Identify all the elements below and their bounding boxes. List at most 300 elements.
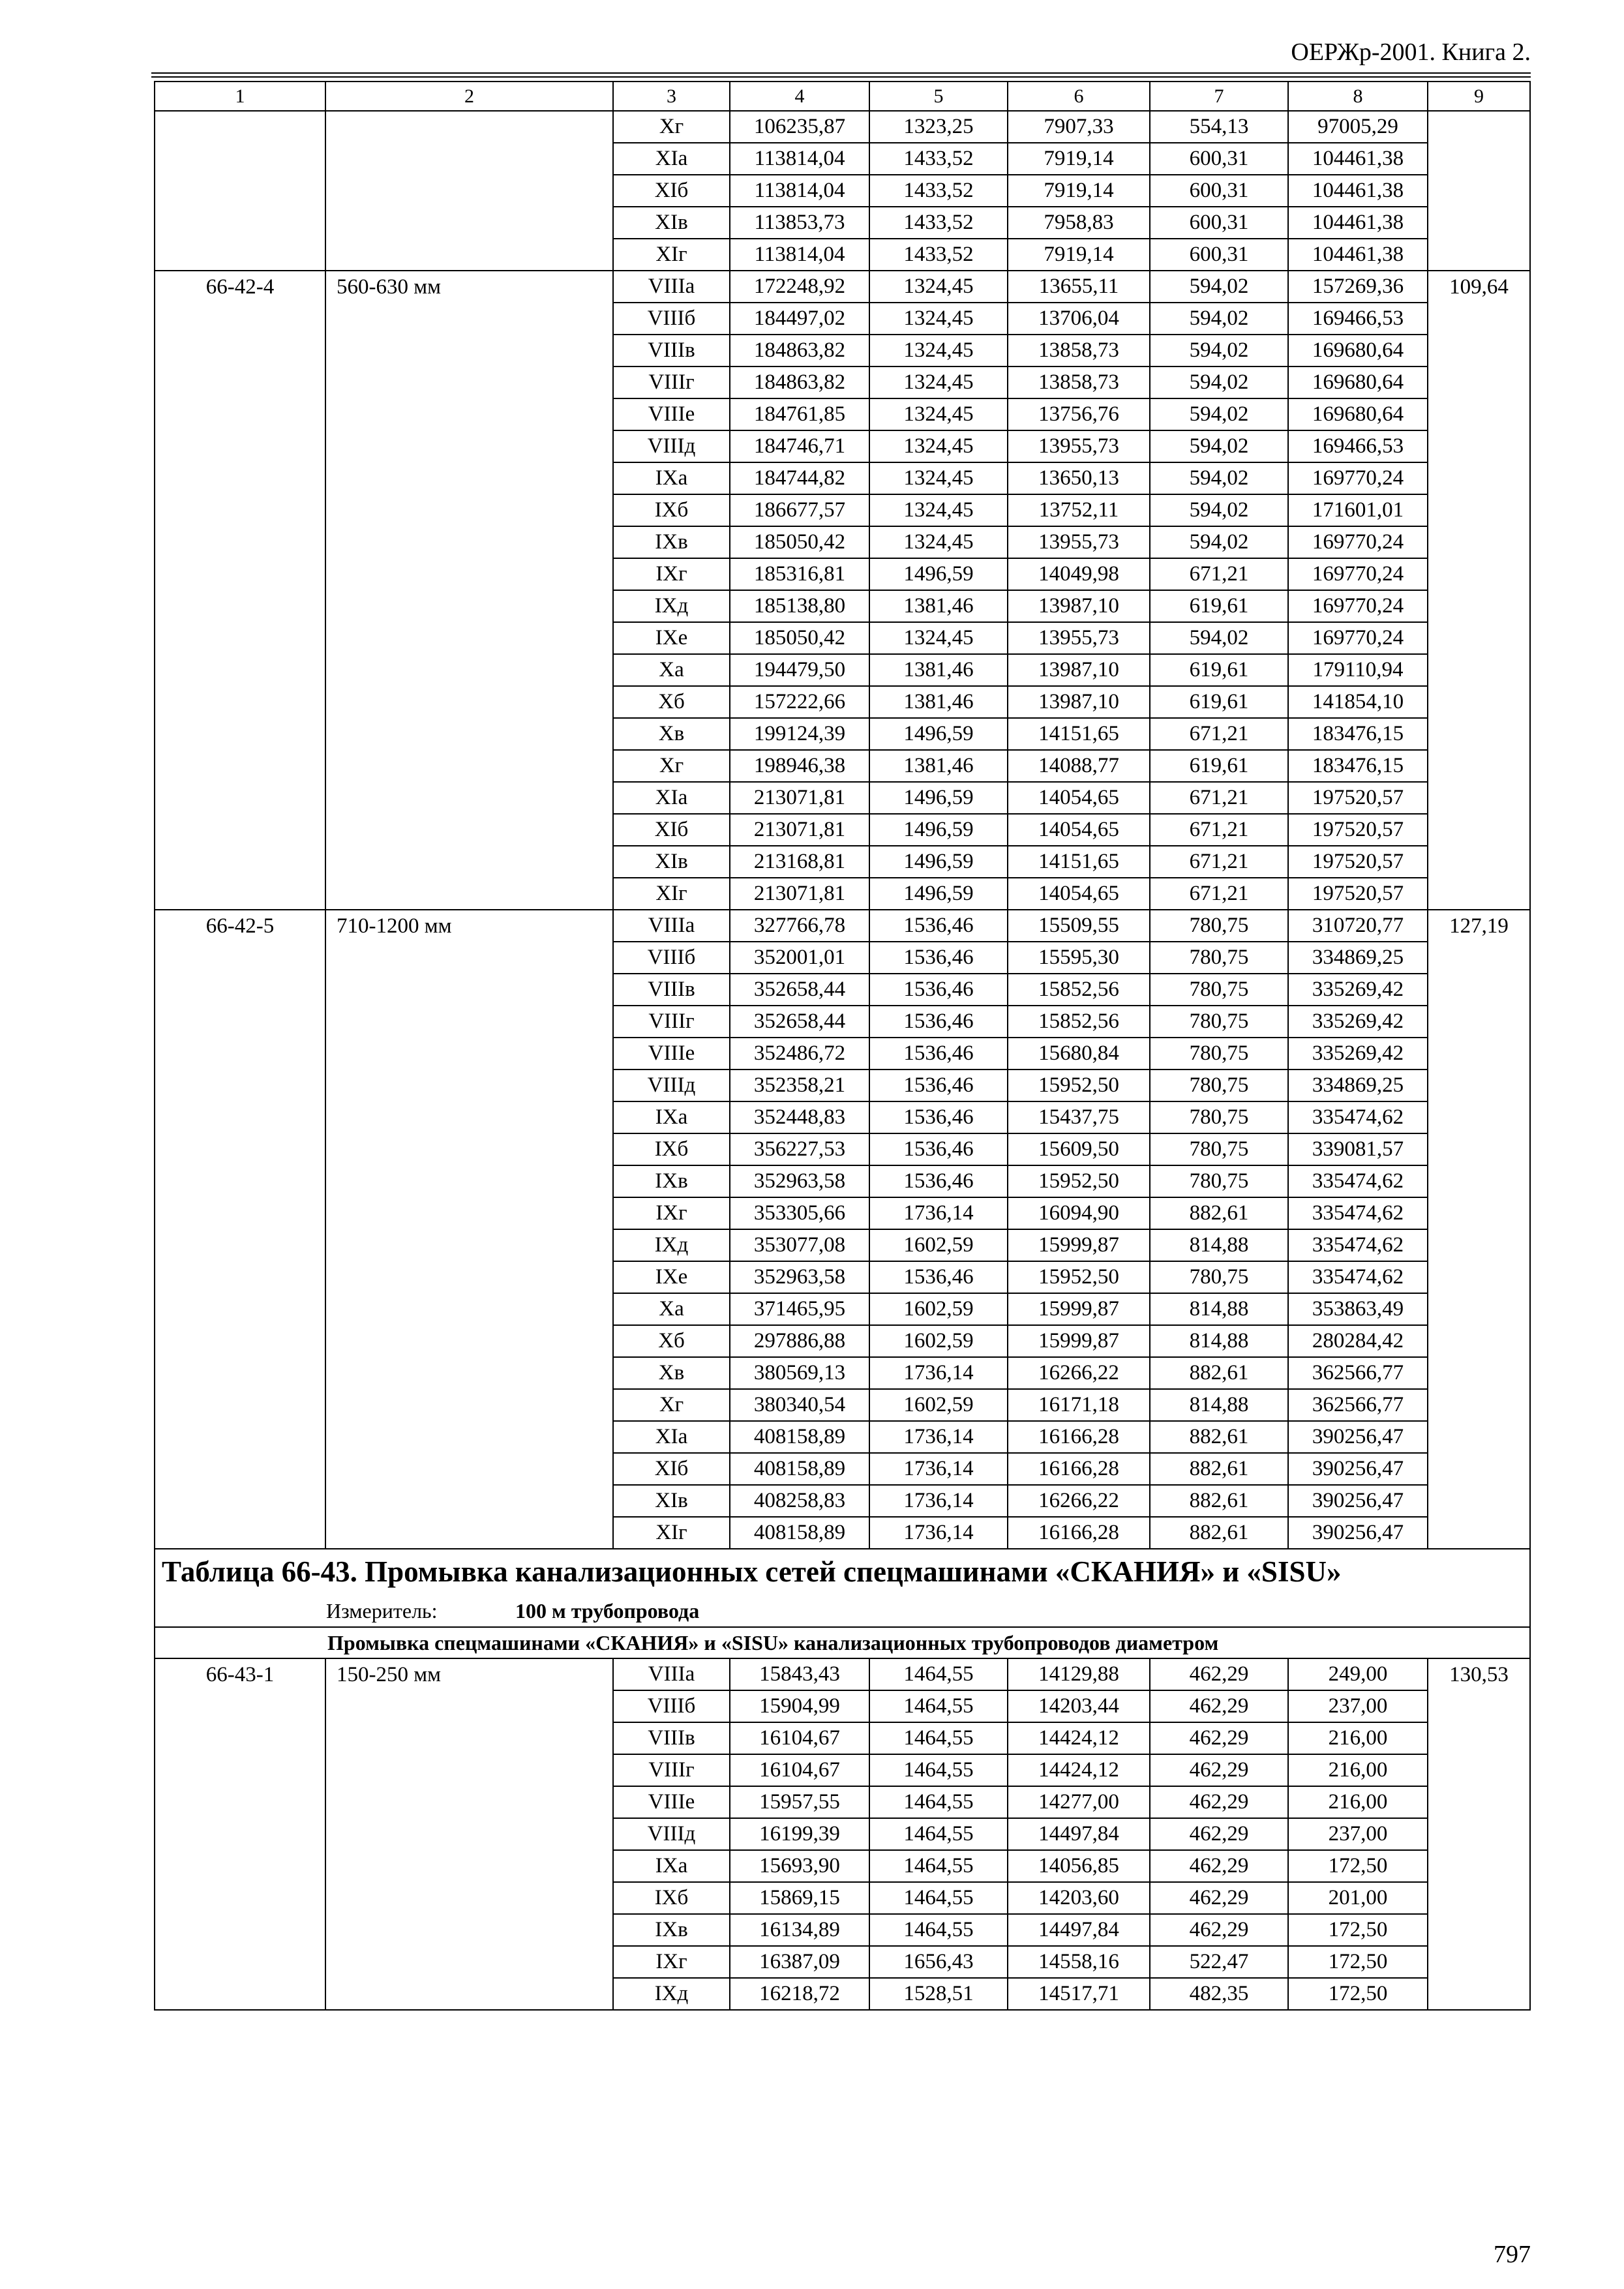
value-cell: 1324,45 [869,335,1008,367]
value-cell: 213168,81 [730,846,869,878]
value-cell: 13650,13 [1008,462,1150,494]
zone-cell: Xa [613,654,730,686]
zone-cell: VIIIa [613,910,730,942]
value-cell: 362566,77 [1288,1389,1428,1421]
value-cell: 197520,57 [1288,878,1428,910]
value-cell: 780,75 [1150,910,1288,942]
value-cell: 780,75 [1150,1101,1288,1133]
value-cell: 15437,75 [1008,1101,1150,1133]
value-cell: 216,00 [1288,1754,1428,1786]
value-cell: 113814,04 [730,175,869,207]
value-cell: 15852,56 [1008,1006,1150,1038]
value-cell: 13955,73 [1008,622,1150,654]
value-cell: 390256,47 [1288,1517,1428,1549]
value-cell: 14277,00 [1008,1786,1150,1818]
page-number: 797 [1494,2241,1531,2268]
value-cell: 671,21 [1150,782,1288,814]
value-cell: 7907,33 [1008,111,1150,143]
value-cell: 780,75 [1150,1165,1288,1197]
value-cell: 814,88 [1150,1293,1288,1325]
value-cell: 16166,28 [1008,1517,1150,1549]
value-cell: 169770,24 [1288,590,1428,622]
value-cell: 14054,65 [1008,782,1150,814]
value-cell: 462,29 [1150,1754,1288,1786]
value-cell: 462,29 [1150,1786,1288,1818]
value-cell: 1536,46 [869,1101,1008,1133]
value-cell: 16387,09 [730,1946,869,1978]
value-cell: 141854,10 [1288,686,1428,718]
value-cell: 408158,89 [730,1421,869,1453]
value-cell: 594,02 [1150,462,1288,494]
value-cell: 462,29 [1150,1850,1288,1882]
value-cell: 1536,46 [869,1133,1008,1165]
value-cell: 462,29 [1150,1658,1288,1690]
column-header: 5 [869,82,1008,111]
value-cell: 15852,56 [1008,974,1150,1006]
value-cell: 13706,04 [1008,303,1150,335]
value-cell: 13987,10 [1008,590,1150,622]
value-cell: 1464,55 [869,1818,1008,1850]
value-cell: 1536,46 [869,1070,1008,1101]
value-cell: 335474,62 [1288,1101,1428,1133]
price-table [154,81,1531,2011]
value-cell: 390256,47 [1288,1453,1428,1485]
value-cell: 1324,45 [869,303,1008,335]
value-cell: 353305,66 [730,1197,869,1229]
value-cell: 814,88 [1150,1229,1288,1261]
value-cell: 169680,64 [1288,367,1428,398]
meter-value: 100 м трубопровода [515,1598,700,1623]
zone-cell: VIIIг [613,1006,730,1038]
value-cell: 780,75 [1150,1070,1288,1101]
value-cell: 157222,66 [730,686,869,718]
zone-cell: VIIIг [613,1754,730,1786]
zone-cell: Xб [613,686,730,718]
value-cell: 15999,87 [1008,1325,1150,1357]
value-cell: 1464,55 [869,1882,1008,1914]
value-cell: 16266,22 [1008,1485,1150,1517]
item-col9 [1428,111,1530,271]
column-header-row [155,82,1530,111]
value-cell: 14424,12 [1008,1754,1150,1786]
item-diameter [325,111,613,271]
value-cell: 408258,83 [730,1485,869,1517]
column-header: 1 [155,82,325,111]
zone-cell: IXе [613,622,730,654]
value-cell: 482,35 [1150,1978,1288,2010]
value-cell: 15952,50 [1008,1165,1150,1197]
table-row [155,111,1530,143]
zone-cell: IXa [613,1850,730,1882]
zone-cell: IXб [613,1133,730,1165]
value-cell: 362566,77 [1288,1357,1428,1389]
value-cell: 172248,92 [730,271,869,303]
value-cell: 13955,73 [1008,526,1150,558]
value-cell: 462,29 [1150,1914,1288,1946]
zone-cell: Xг [613,111,730,143]
zone-cell: IXб [613,494,730,526]
value-cell: 297886,88 [730,1325,869,1357]
value-cell: 814,88 [1150,1389,1288,1421]
column-header: 7 [1150,82,1288,111]
zone-cell: IXг [613,558,730,590]
zone-cell: VIIIв [613,335,730,367]
value-cell: 335474,62 [1288,1197,1428,1229]
value-cell: 335474,62 [1288,1229,1428,1261]
value-cell: 216,00 [1288,1722,1428,1754]
meter-cell [155,1594,1530,1627]
value-cell: 14049,98 [1008,558,1150,590]
value-cell: 1496,59 [869,782,1008,814]
meter-label: Измеритель: [326,1598,438,1623]
column-header: 9 [1428,82,1530,111]
table-caption: Таблица 66-43. Промывка канализационных сетей спецмашинами «СКАНИЯ» и «SISU» [155,1549,1530,1594]
zone-cell: XIб [613,1453,730,1485]
zone-cell: VIIIб [613,303,730,335]
value-cell: 172,50 [1288,1946,1428,1978]
value-cell: 371465,95 [730,1293,869,1325]
value-cell: 1736,14 [869,1421,1008,1453]
value-cell: 14424,12 [1008,1722,1150,1754]
value-cell: 600,31 [1150,207,1288,239]
value-cell: 14054,65 [1008,814,1150,846]
value-cell: 814,88 [1150,1325,1288,1357]
zone-cell: VIIIa [613,1658,730,1690]
value-cell: 169466,53 [1288,303,1428,335]
value-cell: 104461,38 [1288,239,1428,271]
value-cell: 352658,44 [730,974,869,1006]
item-col9: 130,53 [1428,1658,1530,2010]
value-cell: 594,02 [1150,622,1288,654]
item-col9: 109,64 [1428,271,1530,910]
value-cell: 671,21 [1150,718,1288,750]
zone-cell: IXв [613,1165,730,1197]
value-cell: 14088,77 [1008,750,1150,782]
value-cell: 1536,46 [869,974,1008,1006]
column-header: 4 [730,82,869,111]
column-header: 3 [613,82,730,111]
value-cell: 1324,45 [869,526,1008,558]
value-cell: 172,50 [1288,1850,1428,1882]
value-cell: 13858,73 [1008,367,1150,398]
value-cell: 157269,36 [1288,271,1428,303]
value-cell: 335269,42 [1288,1006,1428,1038]
value-cell: 882,61 [1150,1421,1288,1453]
zone-cell: IXв [613,526,730,558]
value-cell: 13955,73 [1008,430,1150,462]
value-cell: 1464,55 [869,1850,1008,1882]
value-cell: 1536,46 [869,1165,1008,1197]
zone-cell: Xв [613,718,730,750]
value-cell: 183476,15 [1288,718,1428,750]
value-cell: 16171,18 [1008,1389,1150,1421]
value-cell: 13752,11 [1008,494,1150,526]
value-cell: 1381,46 [869,590,1008,622]
value-cell: 554,13 [1150,111,1288,143]
value-cell: 335269,42 [1288,974,1428,1006]
value-cell: 1736,14 [869,1517,1008,1549]
value-cell: 15843,43 [730,1658,869,1690]
zone-cell: IXa [613,462,730,494]
table-row [155,910,1530,942]
value-cell: 13858,73 [1008,335,1150,367]
zone-cell: IXв [613,1914,730,1946]
value-cell: 1656,43 [869,1946,1008,1978]
value-cell: 1528,51 [869,1978,1008,2010]
zone-cell: VIIIд [613,1070,730,1101]
zone-cell: IXг [613,1946,730,1978]
value-cell: 594,02 [1150,526,1288,558]
zone-cell: IXб [613,1882,730,1914]
value-cell: 171601,01 [1288,494,1428,526]
value-cell: 619,61 [1150,686,1288,718]
column-header: 8 [1288,82,1428,111]
value-cell: 780,75 [1150,1261,1288,1293]
value-cell: 169466,53 [1288,430,1428,462]
value-cell: 197520,57 [1288,782,1428,814]
value-cell: 1496,59 [869,878,1008,910]
item-diameter: 560-630 мм [325,271,613,910]
value-cell: 237,00 [1288,1690,1428,1722]
value-cell: 352486,72 [730,1038,869,1070]
value-cell: 1433,52 [869,207,1008,239]
value-cell: 780,75 [1150,1133,1288,1165]
value-cell: 14056,85 [1008,1850,1150,1882]
zone-cell: XIa [613,143,730,175]
value-cell: 390256,47 [1288,1485,1428,1517]
value-cell: 334869,25 [1288,1070,1428,1101]
value-cell: 334869,25 [1288,942,1428,974]
value-cell: 671,21 [1150,878,1288,910]
value-cell: 184863,82 [730,367,869,398]
value-cell: 1536,46 [869,1261,1008,1293]
value-cell: 7919,14 [1008,143,1150,175]
value-cell: 1433,52 [869,143,1008,175]
value-cell: 1381,46 [869,686,1008,718]
value-cell: 104461,38 [1288,143,1428,175]
value-cell: 179110,94 [1288,654,1428,686]
value-cell: 113814,04 [730,143,869,175]
value-cell: 201,00 [1288,1882,1428,1914]
zone-cell: VIIIб [613,1690,730,1722]
value-cell: 184497,02 [730,303,869,335]
zone-cell: XIг [613,239,730,271]
table-row [155,271,1530,303]
value-cell: 1602,59 [869,1229,1008,1261]
zone-cell: Xг [613,1389,730,1421]
value-cell: 216,00 [1288,1786,1428,1818]
value-cell: 14203,44 [1008,1690,1150,1722]
value-cell: 184744,82 [730,462,869,494]
zone-cell: IXд [613,1978,730,2010]
value-cell: 1464,55 [869,1754,1008,1786]
value-cell: 1324,45 [869,271,1008,303]
value-cell: 113814,04 [730,239,869,271]
value-cell: 169770,24 [1288,526,1428,558]
value-cell: 1496,59 [869,558,1008,590]
value-cell: 462,29 [1150,1882,1288,1914]
value-cell: 1324,45 [869,494,1008,526]
zone-cell: XIa [613,1421,730,1453]
value-cell: 169770,24 [1288,462,1428,494]
value-cell: 104461,38 [1288,175,1428,207]
value-cell: 13756,76 [1008,398,1150,430]
value-cell: 780,75 [1150,974,1288,1006]
zone-cell: VIIIе [613,1038,730,1070]
value-cell: 594,02 [1150,367,1288,398]
value-cell: 352963,58 [730,1261,869,1293]
value-cell: 1736,14 [869,1357,1008,1389]
value-cell: 14558,16 [1008,1946,1150,1978]
value-cell: 198946,38 [730,750,869,782]
zone-cell: Xг [613,750,730,782]
value-cell: 1324,45 [869,398,1008,430]
zone-cell: Xб [613,1325,730,1357]
value-cell: 594,02 [1150,494,1288,526]
value-cell: 594,02 [1150,271,1288,303]
value-cell: 249,00 [1288,1658,1428,1690]
value-cell: 185138,80 [730,590,869,622]
value-cell: 186677,57 [730,494,869,526]
value-cell: 522,47 [1150,1946,1288,1978]
value-cell: 600,31 [1150,175,1288,207]
value-cell: 1464,55 [869,1786,1008,1818]
value-cell: 339081,57 [1288,1133,1428,1165]
value-cell: 1536,46 [869,910,1008,942]
value-cell: 380569,13 [730,1357,869,1389]
value-cell: 15957,55 [730,1786,869,1818]
value-cell: 169770,24 [1288,558,1428,590]
value-cell: 462,29 [1150,1722,1288,1754]
zone-cell: IXa [613,1101,730,1133]
value-cell: 1602,59 [869,1293,1008,1325]
zone-cell: XIa [613,782,730,814]
zone-cell: XIв [613,846,730,878]
value-cell: 1381,46 [869,654,1008,686]
value-cell: 104461,38 [1288,207,1428,239]
value-cell: 15509,55 [1008,910,1150,942]
value-cell: 97005,29 [1288,111,1428,143]
value-cell: 594,02 [1150,335,1288,367]
value-cell: 185316,81 [730,558,869,590]
value-cell: 353863,49 [1288,1293,1428,1325]
item-code [155,111,325,271]
zone-cell: VIIIг [613,367,730,398]
value-cell: 1464,55 [869,1690,1008,1722]
value-cell: 780,75 [1150,1006,1288,1038]
value-cell: 172,50 [1288,1978,1428,2010]
value-cell: 15952,50 [1008,1261,1150,1293]
value-cell: 197520,57 [1288,846,1428,878]
value-cell: 352963,58 [730,1165,869,1197]
value-cell: 194479,50 [730,654,869,686]
zone-cell: VIIIд [613,1818,730,1850]
value-cell: 15904,99 [730,1690,869,1722]
value-cell: 113853,73 [730,207,869,239]
value-cell: 380340,54 [730,1389,869,1421]
value-cell: 353077,08 [730,1229,869,1261]
zone-cell: VIIIд [613,430,730,462]
value-cell: 352448,83 [730,1101,869,1133]
value-cell: 1536,46 [869,1006,1008,1038]
value-cell: 671,21 [1150,558,1288,590]
value-cell: 594,02 [1150,303,1288,335]
value-cell: 199124,39 [730,718,869,750]
value-cell: 1464,55 [869,1722,1008,1754]
value-cell: 14151,65 [1008,718,1150,750]
value-cell: 335474,62 [1288,1165,1428,1197]
value-cell: 1324,45 [869,430,1008,462]
value-cell: 1324,45 [869,462,1008,494]
zone-cell: XIб [613,175,730,207]
zone-cell: VIIIб [613,942,730,974]
value-cell: 13987,10 [1008,686,1150,718]
value-cell: 15999,87 [1008,1229,1150,1261]
header-rule [151,72,1531,74]
value-cell: 352358,21 [730,1070,869,1101]
value-cell: 882,61 [1150,1357,1288,1389]
value-cell: 15869,15 [730,1882,869,1914]
value-cell: 600,31 [1150,143,1288,175]
value-cell: 7919,14 [1008,239,1150,271]
value-cell: 14151,65 [1008,846,1150,878]
zone-cell: IXе [613,1261,730,1293]
value-cell: 352001,01 [730,942,869,974]
value-cell: 16094,90 [1008,1197,1150,1229]
value-cell: 15693,90 [730,1850,869,1882]
table-caption-row [155,1549,1530,1594]
value-cell: 882,61 [1150,1517,1288,1549]
value-cell: 14054,65 [1008,878,1150,910]
item-code: 66-42-5 [155,910,325,1549]
value-cell: 1324,45 [869,367,1008,398]
value-cell: 169770,24 [1288,622,1428,654]
value-cell: 13655,11 [1008,271,1150,303]
value-cell: 619,61 [1150,750,1288,782]
value-cell: 1464,55 [869,1914,1008,1946]
zone-cell: XIв [613,1485,730,1517]
value-cell: 882,61 [1150,1453,1288,1485]
value-cell: 600,31 [1150,239,1288,271]
value-cell: 14497,84 [1008,1914,1150,1946]
item-col9: 127,19 [1428,910,1530,1549]
zone-cell: VIIIa [613,271,730,303]
meter-row [155,1594,1530,1627]
value-cell: 16266,22 [1008,1357,1150,1389]
value-cell: 237,00 [1288,1818,1428,1850]
zone-cell: IXд [613,590,730,622]
value-cell: 183476,15 [1288,750,1428,782]
value-cell: 1496,59 [869,718,1008,750]
value-cell: 1433,52 [869,175,1008,207]
value-cell: 1602,59 [869,1389,1008,1421]
value-cell: 352658,44 [730,1006,869,1038]
value-cell: 882,61 [1150,1197,1288,1229]
zone-cell: VIIIв [613,1722,730,1754]
value-cell: 408158,89 [730,1453,869,1485]
value-cell: 1536,46 [869,942,1008,974]
value-cell: 16104,67 [730,1754,869,1786]
value-cell: 356227,53 [730,1133,869,1165]
zone-cell: VIIIв [613,974,730,1006]
value-cell: 1496,59 [869,846,1008,878]
value-cell: 1602,59 [869,1325,1008,1357]
value-cell: 14203,60 [1008,1882,1150,1914]
value-cell: 7958,83 [1008,207,1150,239]
value-cell: 213071,81 [730,878,869,910]
value-cell: 310720,77 [1288,910,1428,942]
value-cell: 1464,55 [869,1658,1008,1690]
